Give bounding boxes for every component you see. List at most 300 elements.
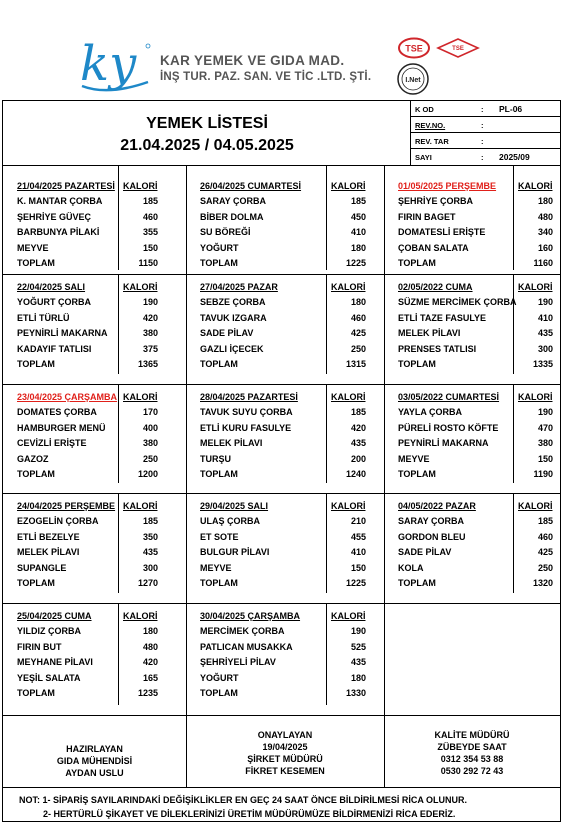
total-row — [17, 578, 200, 593]
dish-calories: 460 — [142, 211, 158, 222]
dish-name: YAYLA ÇORBA — [398, 407, 463, 417]
total-calories: 1190 — [533, 469, 553, 479]
meta-value: PL-06 — [499, 104, 523, 114]
dish-calories: 425 — [537, 547, 553, 557]
total-label: TOPLAM — [17, 469, 55, 479]
dish-calories: 185 — [537, 516, 553, 526]
kalori-heading: KALORİ — [518, 181, 553, 191]
dish-calories: 180 — [350, 242, 366, 253]
day-menu-cell — [186, 603, 384, 715]
day-heading: 26/04/2025 CUMARTESİ — [200, 181, 302, 191]
total-label: TOPLAM — [200, 359, 238, 369]
meta-row-revno — [411, 117, 560, 133]
day-heading: 01/05/2025 PERŞEMBE — [398, 181, 497, 191]
notes — [3, 787, 560, 823]
menu-item-row — [17, 243, 200, 258]
day-heading: 30/04/2025 ÇARŞAMBA — [200, 611, 301, 621]
total-label: TOPLAM — [398, 578, 436, 588]
menu-item-row — [398, 438, 562, 453]
dish-name: BULGUR PİLAVI — [200, 547, 270, 557]
dish-name: PEYNİRLİ MAKARNA — [17, 328, 108, 338]
menu-item-row — [17, 626, 200, 641]
dish-calories: 460 — [350, 312, 366, 323]
day-menu-cell — [186, 165, 384, 274]
menu-item-row — [17, 196, 200, 211]
menu-item-row — [17, 212, 200, 227]
meta-colon: : — [481, 153, 484, 162]
meta-colon: : — [481, 137, 484, 146]
dish-name: GAZLI İÇECEK — [200, 343, 264, 354]
dish-calories: 425 — [350, 328, 366, 338]
total-label: TOPLAM — [17, 688, 55, 698]
dish-name: MEYVE — [200, 562, 232, 573]
menu-item-row — [17, 454, 200, 469]
menu-item-row — [200, 407, 398, 422]
dish-name: ETLİ KURU FASULYE — [200, 422, 292, 433]
menu-item-row — [200, 626, 398, 641]
menu-item-row — [17, 673, 200, 688]
dish-calories: 190 — [537, 407, 553, 417]
title-block — [3, 101, 411, 165]
kalori-heading: KALORİ — [123, 181, 158, 191]
dish-calories: 250 — [350, 343, 366, 354]
quality-manager-block — [384, 729, 560, 777]
total-calories: 1315 — [345, 359, 366, 369]
day-menu-cell — [384, 274, 560, 384]
dish-name: ETLİ TAZE FASULYE — [398, 312, 487, 323]
dish-name: ÇOBAN SALATA — [398, 242, 469, 253]
dish-name: YOĞURT — [200, 672, 239, 683]
grid-line — [3, 715, 560, 716]
dish-calories: 410 — [350, 547, 366, 557]
dish-name: ŞEHRİYE GÜVEÇ — [17, 211, 92, 222]
dish-calories: 180 — [142, 626, 158, 636]
meta-row-code — [411, 101, 560, 117]
total-calories: 1330 — [345, 688, 366, 698]
approved-name: FİKRET KESEMEN — [245, 766, 325, 776]
dish-name: MELEK PİLAVI — [200, 438, 263, 448]
menu-item-row — [17, 516, 200, 531]
day-heading: 03/05/2022 CUMARTESİ — [398, 392, 500, 402]
kalori-heading: KALORİ — [331, 392, 366, 402]
total-calories: 1335 — [532, 359, 553, 369]
menu-item-row — [17, 227, 200, 242]
dish-calories: 180 — [350, 297, 366, 307]
menu-item-row — [17, 328, 200, 343]
dish-calories: 185 — [350, 196, 366, 206]
dish-name: SEBZE ÇORBA — [200, 297, 266, 307]
approved-title: ONAYLAYAN — [257, 730, 313, 740]
dish-calories: 435 — [142, 547, 158, 557]
menu-item-row — [17, 423, 200, 438]
dish-calories: 300 — [142, 562, 158, 573]
day-menu-cell — [3, 603, 186, 715]
menu-item-row — [398, 516, 562, 531]
menu-item-row — [398, 297, 562, 312]
total-calories: 1320 — [532, 578, 553, 588]
dish-name: EZOGELİN ÇORBA — [17, 516, 99, 526]
dish-name: TAVUK IZGARA — [200, 312, 267, 323]
dish-name: MEYHANE PİLAVI — [17, 657, 93, 667]
tse2-badge-text: TSE — [452, 46, 464, 52]
menu-item-row — [200, 532, 398, 547]
day-menu-cell — [3, 165, 186, 274]
dish-calories: 410 — [537, 312, 553, 323]
menu-item-row — [200, 563, 398, 578]
kalori-heading: KALORİ — [123, 282, 158, 292]
menu-item-row — [200, 196, 398, 211]
day-heading: 29/04/2025 SALI — [200, 501, 269, 511]
menu-item-row — [17, 407, 200, 422]
menu-item-row — [398, 328, 562, 343]
day-menu-cell — [384, 384, 560, 493]
dish-name: GORDON BLEU — [398, 531, 466, 542]
dish-name: SADE PİLAV — [200, 328, 254, 338]
dish-name: MEYVE — [398, 453, 430, 464]
total-row — [17, 359, 200, 374]
kalori-heading: KALORİ — [331, 282, 366, 292]
kalori-heading: KALORİ — [331, 501, 366, 511]
menu-item-row — [200, 344, 398, 359]
day-heading: 21/04/2025 PAZARTESİ — [17, 181, 115, 191]
menu-item-row — [398, 196, 562, 211]
menu-item-row — [200, 328, 398, 343]
note-line-1: NOT: 1- SİPARİŞ SAYILARINDAKİ DEĞİŞİKLİKLER EN GEÇ 24 SAAT ÖNCE BİLDİRİLMESİ RİCA OLUNUR. — [19, 795, 468, 805]
kalori-heading: KALORİ — [518, 282, 553, 292]
menu-item-row — [200, 313, 398, 328]
dish-calories: 420 — [142, 312, 158, 323]
quality-phone-2: 0530 292 72 43 — [440, 766, 504, 776]
approved-by-block — [186, 729, 384, 777]
total-label: TOPLAM — [398, 469, 436, 479]
dish-name: TURŞU — [200, 453, 231, 464]
dish-name: SUPANGLE — [17, 562, 67, 573]
total-calories: 1225 — [345, 578, 366, 588]
menu-document — [2, 100, 561, 822]
meta-key: REV.NO. — [415, 121, 446, 130]
menu-item-row — [200, 547, 398, 562]
menu-item-row — [200, 454, 398, 469]
day-heading: 27/04/2025 PAZAR — [200, 282, 278, 292]
total-label: TOPLAM — [200, 258, 238, 268]
dish-calories: 480 — [142, 641, 158, 652]
total-label: TOPLAM — [17, 359, 55, 369]
dish-calories: 250 — [142, 453, 158, 464]
svg-text:ky: ky — [80, 36, 137, 92]
dish-calories: 180 — [350, 672, 366, 683]
kalori-heading: KALORİ — [123, 611, 158, 621]
day-menu-cell — [3, 493, 186, 603]
dish-calories: 200 — [350, 453, 366, 464]
menu-item-row — [398, 212, 562, 227]
menu-item-row — [398, 313, 562, 328]
dish-name: TAVUK SUYU ÇORBA — [200, 407, 293, 417]
dish-name: HAMBURGER MENÜ — [17, 422, 106, 433]
meta-colon: : — [481, 121, 484, 130]
dish-calories: 460 — [537, 531, 553, 542]
menu-item-row — [398, 344, 562, 359]
day-menu-cell — [3, 384, 186, 493]
total-label: TOPLAM — [398, 359, 436, 369]
dish-calories: 480 — [537, 211, 553, 222]
total-label: TOPLAM — [200, 578, 238, 588]
dish-name: SARAY ÇORBA — [398, 516, 465, 526]
dish-name: YOĞURT — [200, 242, 239, 253]
menu-item-row — [398, 407, 562, 422]
day-menu-cell — [186, 493, 384, 603]
kalori-heading: KALORİ — [518, 392, 553, 402]
meta-row-revdate — [411, 133, 560, 149]
dish-name: FIRIN BAGET — [398, 211, 456, 222]
day-menu-cell — [3, 274, 186, 384]
menu-item-row — [17, 642, 200, 657]
dish-name: DOMATES ÇORBA — [17, 407, 97, 417]
dish-calories: 435 — [350, 657, 366, 667]
day-heading: 02/05/2022 CUMA — [398, 282, 473, 292]
dish-calories: 185 — [142, 196, 158, 206]
dish-calories: 435 — [350, 438, 366, 448]
kalori-heading: KALORİ — [331, 611, 366, 621]
dish-name: FIRIN BUT — [17, 641, 62, 652]
dish-calories: 455 — [350, 531, 366, 542]
dish-name: PATLICAN MUSAKKA — [200, 641, 293, 652]
total-calories: 1235 — [137, 688, 158, 698]
dish-calories: 190 — [142, 297, 158, 307]
total-row — [17, 258, 200, 273]
dish-calories: 185 — [350, 407, 366, 417]
menu-item-row — [200, 516, 398, 531]
kalori-heading: KALORİ — [331, 181, 366, 191]
dish-name: MELEK PİLAVI — [17, 547, 80, 557]
dish-calories: 435 — [537, 328, 553, 338]
dish-calories: 380 — [537, 438, 553, 448]
dish-calories: 190 — [350, 626, 366, 636]
day-heading: 22/04/2025 SALI — [17, 282, 86, 292]
dish-name: MEYVE — [17, 242, 49, 253]
dish-name: PRENSES TATLISI — [398, 343, 477, 354]
iqnet-badge-text: I.Net — [405, 77, 421, 84]
dish-name: GAZOZ — [17, 453, 49, 464]
menu-item-row — [17, 532, 200, 547]
dish-calories: 180 — [537, 196, 553, 206]
dish-name: YOĞURT ÇORBA — [17, 297, 91, 307]
dish-name: CEVİZLİ ERİŞTE — [17, 438, 87, 448]
meta-key: SAYI — [415, 153, 432, 162]
menu-item-row — [200, 657, 398, 672]
dish-calories: 190 — [537, 297, 553, 307]
menu-item-row — [398, 227, 562, 242]
menu-item-row — [398, 532, 562, 547]
menu-item-row — [200, 423, 398, 438]
menu-item-row — [200, 297, 398, 312]
dish-name: YILDIZ ÇORBA — [17, 626, 81, 636]
dish-calories: 410 — [350, 227, 366, 237]
kalori-heading: KALORİ — [518, 501, 553, 511]
menu-item-row — [17, 344, 200, 359]
total-calories: 1150 — [138, 258, 158, 268]
dish-name: ET SOTE — [200, 531, 239, 542]
day-menu-cell — [186, 384, 384, 493]
menu-item-row — [17, 547, 200, 562]
total-row — [17, 688, 200, 703]
dish-name: ETLİ TÜRLÜ — [17, 312, 70, 323]
dish-calories: 165 — [142, 672, 158, 683]
total-calories: 1270 — [137, 578, 158, 588]
dish-calories: 150 — [350, 562, 366, 573]
total-calories: 1225 — [345, 258, 366, 268]
dish-name: KADAYIF TATLISI — [17, 343, 92, 354]
total-row — [398, 258, 562, 273]
dish-calories: 470 — [537, 422, 553, 433]
prepared-role: GIDA MÜHENDİSİ — [56, 756, 133, 766]
menu-item-row — [200, 438, 398, 453]
dish-name: ETLİ BEZELYE — [17, 531, 80, 542]
menu-item-row — [398, 563, 562, 578]
menu-item-row — [17, 297, 200, 312]
dish-calories: 210 — [350, 516, 366, 526]
dish-calories: 380 — [142, 328, 158, 338]
meta-value: 2025/09 — [499, 152, 530, 162]
dish-name: KOLA — [398, 562, 424, 573]
day-heading: 23/04/2025 ÇARŞAMBA — [17, 392, 118, 402]
dish-calories: 160 — [537, 242, 553, 253]
total-label: TOPLAM — [398, 258, 436, 268]
approved-date: 19/04/2025 — [262, 742, 308, 752]
quality-name: ZÜBEYDE SAAT — [437, 742, 507, 752]
dish-calories: 450 — [350, 211, 366, 222]
dish-calories: 420 — [142, 657, 158, 667]
quality-phone-1: 0312 354 53 88 — [440, 754, 504, 764]
dish-calories: 340 — [537, 227, 553, 237]
company-logo-icon — [78, 36, 154, 94]
dish-calories: 375 — [142, 343, 158, 354]
menu-item-row — [398, 454, 562, 469]
total-row — [200, 258, 398, 273]
menu-item-row — [200, 227, 398, 242]
total-row — [398, 469, 562, 484]
dish-name: BARBUNYA PİLAKİ — [17, 227, 100, 237]
total-calories: 1240 — [345, 469, 366, 479]
total-row — [17, 469, 200, 484]
total-row — [398, 578, 562, 593]
menu-item-row — [17, 438, 200, 453]
dish-calories: 350 — [142, 531, 158, 542]
menu-item-row — [398, 547, 562, 562]
day-heading: 25/04/2025 CUMA — [17, 611, 92, 621]
dish-name: ŞEHRİYELİ PİLAV — [200, 657, 276, 667]
total-row — [200, 359, 398, 374]
total-row — [200, 688, 398, 703]
approved-role: ŞİRKET MÜDÜRÜ — [247, 754, 323, 764]
tse-certification-icon — [397, 37, 431, 59]
letterhead — [0, 0, 562, 100]
total-calories: 1160 — [533, 258, 553, 268]
menu-item-row — [17, 313, 200, 328]
menu-item-row — [17, 563, 200, 578]
total-label: TOPLAM — [17, 578, 55, 588]
total-label: TOPLAM — [17, 258, 55, 268]
day-menu-cell — [384, 493, 560, 603]
menu-item-row — [200, 642, 398, 657]
dish-calories: 170 — [142, 407, 158, 417]
prepared-name: AYDAN USLU — [65, 768, 124, 778]
dish-name: YEŞİL SALATA — [17, 672, 81, 683]
meta-colon: : — [481, 105, 484, 114]
dish-name: PÜRELİ ROSTO KÖFTE — [398, 422, 499, 433]
menu-item-row — [398, 243, 562, 258]
dish-name: ULAŞ ÇORBA — [200, 516, 260, 526]
iqnet-certification-icon — [396, 62, 430, 96]
dish-calories: 420 — [350, 422, 366, 433]
document-meta — [411, 101, 560, 165]
company-name: KAR YEMEK VE GIDA MAD. — [160, 53, 345, 68]
menu-item-row — [200, 212, 398, 227]
dish-calories: 525 — [350, 641, 366, 652]
dish-name: PEYNİRLİ MAKARNA — [398, 438, 489, 448]
date-range: 21.04.2025 / 04.05.2025 — [120, 137, 294, 154]
total-label: TOPLAM — [200, 469, 238, 479]
menu-item-row — [398, 423, 562, 438]
dish-name: DOMATESLİ ERİŞTE — [398, 227, 486, 237]
dish-name: BİBER DOLMA — [200, 211, 264, 222]
kalori-heading: KALORİ — [123, 501, 158, 511]
dish-calories: 380 — [142, 438, 158, 448]
dish-calories: 150 — [142, 242, 158, 253]
dish-name: K. MANTAR ÇORBA — [17, 196, 103, 206]
dish-name: SU BÖREĞİ — [200, 227, 251, 237]
menu-item-row — [200, 243, 398, 258]
prepared-by-block — [3, 743, 186, 779]
prepared-title: HAZIRLAYAN — [66, 744, 123, 754]
dish-name: ŞEHRİYE ÇORBA — [398, 196, 474, 206]
dish-name: MELEK PİLAVI — [398, 328, 461, 338]
tse-standard-icon — [436, 37, 480, 59]
dish-name: SARAY ÇORBA — [200, 196, 267, 206]
note-line-2: 2- HERTÜRLÜ ŞİKAYET VE DİLEKLERİNİZİ ÜRETİM MÜDÜRÜMÜZE BİLDİRMENİZİ RİCA EDERİZ. — [43, 809, 456, 819]
dish-calories: 400 — [142, 422, 158, 433]
total-row — [398, 359, 562, 374]
meta-row-number — [411, 149, 560, 165]
total-row — [200, 578, 398, 593]
dish-name: SADE PİLAV — [398, 547, 452, 557]
total-label: TOPLAM — [200, 688, 238, 698]
document-title: YEMEK LİSTESİ — [146, 115, 268, 132]
menu-item-row — [200, 673, 398, 688]
dish-calories: 150 — [537, 453, 553, 464]
dish-name: MERCİMEK ÇORBA — [200, 626, 285, 636]
dish-calories: 300 — [537, 343, 553, 354]
day-menu-cell — [384, 165, 560, 274]
total-calories: 1200 — [137, 469, 158, 479]
dish-name: SÜZME MERCİMEK ÇORBA — [398, 297, 517, 307]
day-heading: 04/05/2022 PAZAR — [398, 501, 476, 511]
kalori-heading: KALORİ — [123, 392, 158, 402]
meta-key: REV. TAR — [415, 137, 449, 146]
dish-calories: 355 — [142, 227, 158, 237]
company-legal-name: İNŞ TUR. PAZ. SAN. VE TİC .LTD. ŞTİ. — [160, 71, 372, 83]
dish-calories: 185 — [142, 516, 158, 526]
total-calories: 1365 — [137, 359, 158, 369]
meta-key: K OD — [415, 105, 434, 114]
quality-title: KALİTE MÜDÜRÜ — [434, 730, 510, 740]
day-heading: 24/04/2025 PERŞEMBE — [17, 501, 116, 511]
day-menu-cell — [186, 274, 384, 384]
tse-badge-text: TSE — [405, 43, 423, 54]
day-heading: 28/04/2025 PAZARTESİ — [200, 392, 298, 402]
dish-calories: 250 — [537, 562, 553, 573]
total-row — [200, 469, 398, 484]
menu-item-row — [17, 657, 200, 672]
